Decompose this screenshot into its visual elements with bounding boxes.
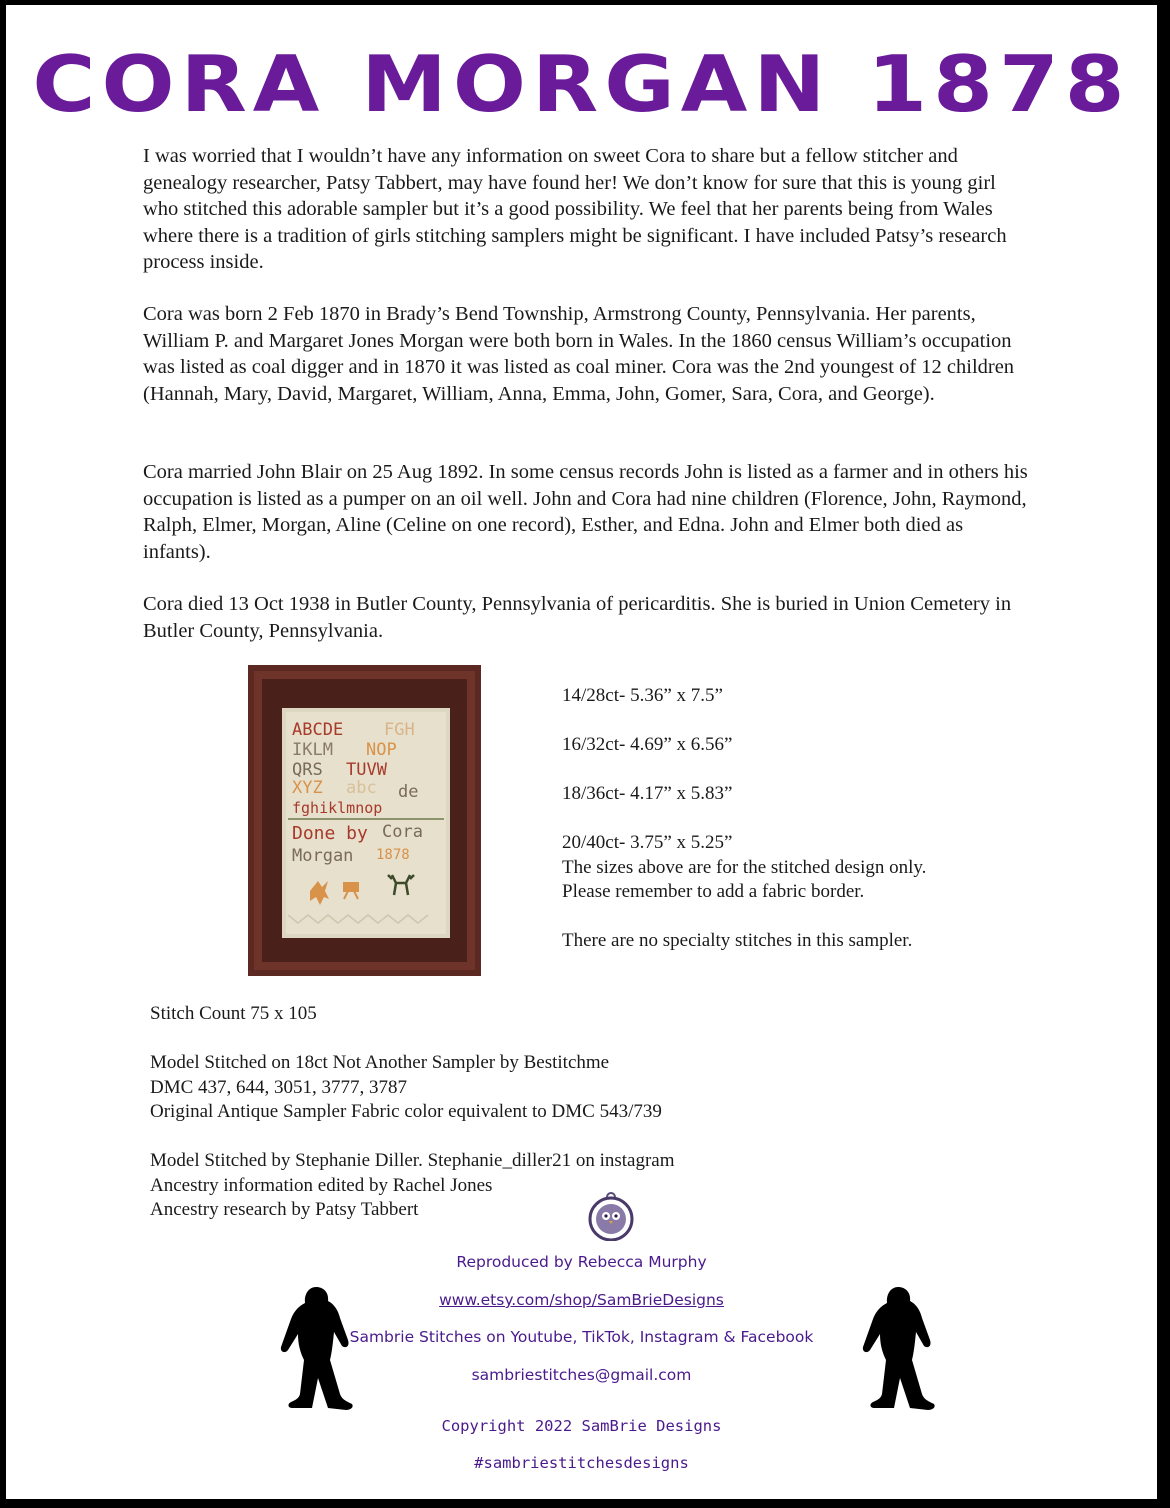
size-note-2: Please remember to add a fabric border.	[562, 881, 865, 902]
intro-paragraph: I was worried that I wouldn’t have any information on sweet Cora to share but a fellow stitcher and genealogy researcher, Patsy Tabbert, may have found her! We don’t know for sure that this is young girl who stitched this adorable sampler but it’s a good possibility. We feel that her parents being from Wales where there is a tradition of girls stitching samplers might be significant. I have included Patsy’s research process inside.	[143, 145, 1007, 273]
sampler-row-7a: Morgan	[292, 846, 354, 866]
sampler-row-4c: de	[398, 782, 419, 802]
dmc-colors: DMC 437, 644, 3051, 3777, 3787	[150, 1076, 408, 1098]
sampler-row-2a: IKLM	[292, 740, 333, 760]
sampler-row-3b: TUVW	[346, 760, 387, 780]
bigfoot-right-icon	[846, 1283, 946, 1411]
hashtag: #sambriestitchesdesigns	[474, 1454, 689, 1472]
sampler-row-4b: abc	[346, 778, 377, 798]
size-20ct: 20/40ct- 3.75” x 5.25”	[562, 832, 733, 853]
marriage-paragraph: Cora married John Blair on 25 Aug 1892. In some census records John is listed as a farmer and in others his occupation is listed as a pumper on an oil well. John and Cora had nine children (Florence, John, Raymond, Ralph, Elmer, Morgan, Aline (Celine on one record), Esther, and Edna. John and Elmer both died as infants).	[143, 461, 1028, 563]
bigfoot-left-icon	[264, 1283, 364, 1411]
sampler-row-5: fghiklmnop	[292, 799, 383, 817]
size-18ct: 18/36ct- 4.17” x 5.83”	[562, 783, 733, 804]
specialty-note: There are no specialty stitches in this sampler.	[562, 930, 913, 951]
pattern-cover-page	[6, 5, 1157, 1499]
owl-logo-icon	[586, 1189, 636, 1241]
ancestry-research: Ancestry research by Patsy Tabbert	[150, 1199, 419, 1220]
sampler-row-2b: NOP	[366, 740, 397, 760]
stitch-count: Stitch Count 75 x 105	[150, 1003, 317, 1024]
sampler-row-6b: Cora	[382, 822, 423, 842]
reproduced-by: Reproduced by Rebecca Murphy	[456, 1253, 707, 1271]
model-stitcher: Model Stitched by Stephanie Diller. Stephanie_diller21 on instagram	[150, 1150, 675, 1171]
model-fabric: Model Stitched on 18ct Not Another Sampler by Bestitchme	[150, 1052, 610, 1073]
social-media-line: Sambrie Stitches on Youtube, TikTok, Instagram & Facebook	[349, 1328, 814, 1346]
death-paragraph: Cora died 13 Oct 1938 in Butler County, Pennsylvania of pericarditis. She is buried in Union Cemetery in Butler County, Pennsylvania.	[143, 593, 1012, 642]
sampler-row-6a: Done by	[292, 823, 368, 844]
size-14ct: 14/28ct- 5.36” x 7.5”	[562, 685, 723, 706]
ancestry-edit: Ancestry information edited by Rachel Jones	[150, 1174, 493, 1196]
etsy-link[interactable]: www.etsy.com/shop/SamBrieDesigns	[439, 1291, 724, 1309]
sampler-row-4a: XYZ	[292, 778, 323, 798]
copyright-notice: Copyright 2022 SamBrie Designs	[441, 1417, 722, 1435]
framed-sampler-photo	[248, 665, 481, 976]
sampler-row-1a: ABCDE	[292, 720, 344, 740]
email-address[interactable]: sambriestitches@gmail.com	[471, 1366, 692, 1384]
size-16ct: 16/32ct- 4.69” x 6.56”	[562, 734, 733, 755]
page-title: CORA MORGAN 1878	[32, 40, 1131, 130]
sampler-row-3a: QRS	[292, 760, 323, 780]
original-fabric: Original Antique Sampler Fabric color equivalent to DMC 543/739	[150, 1101, 662, 1122]
size-note-1: The sizes above are for the stitched design only.	[562, 857, 927, 878]
sampler-row-7b: 1878	[376, 847, 410, 863]
sampler-row-1b: FGH	[384, 720, 415, 740]
birth-paragraph: Cora was born 2 Feb 1870 in Brady’s Bend Township, Armstrong County, Pennsylvania. Her parents, William P. and Margaret Jones Morgan were both born in Wales. In the 1860 census William’s occupation was listed as coal digger and in 1870 it was listed as coal miner. Cora was the 2nd youngest of 12 children (Hannah, Mary, David, Margaret, William, Anna, Emma, John, Gomer, Sara, Cora, and George).	[143, 303, 1015, 405]
